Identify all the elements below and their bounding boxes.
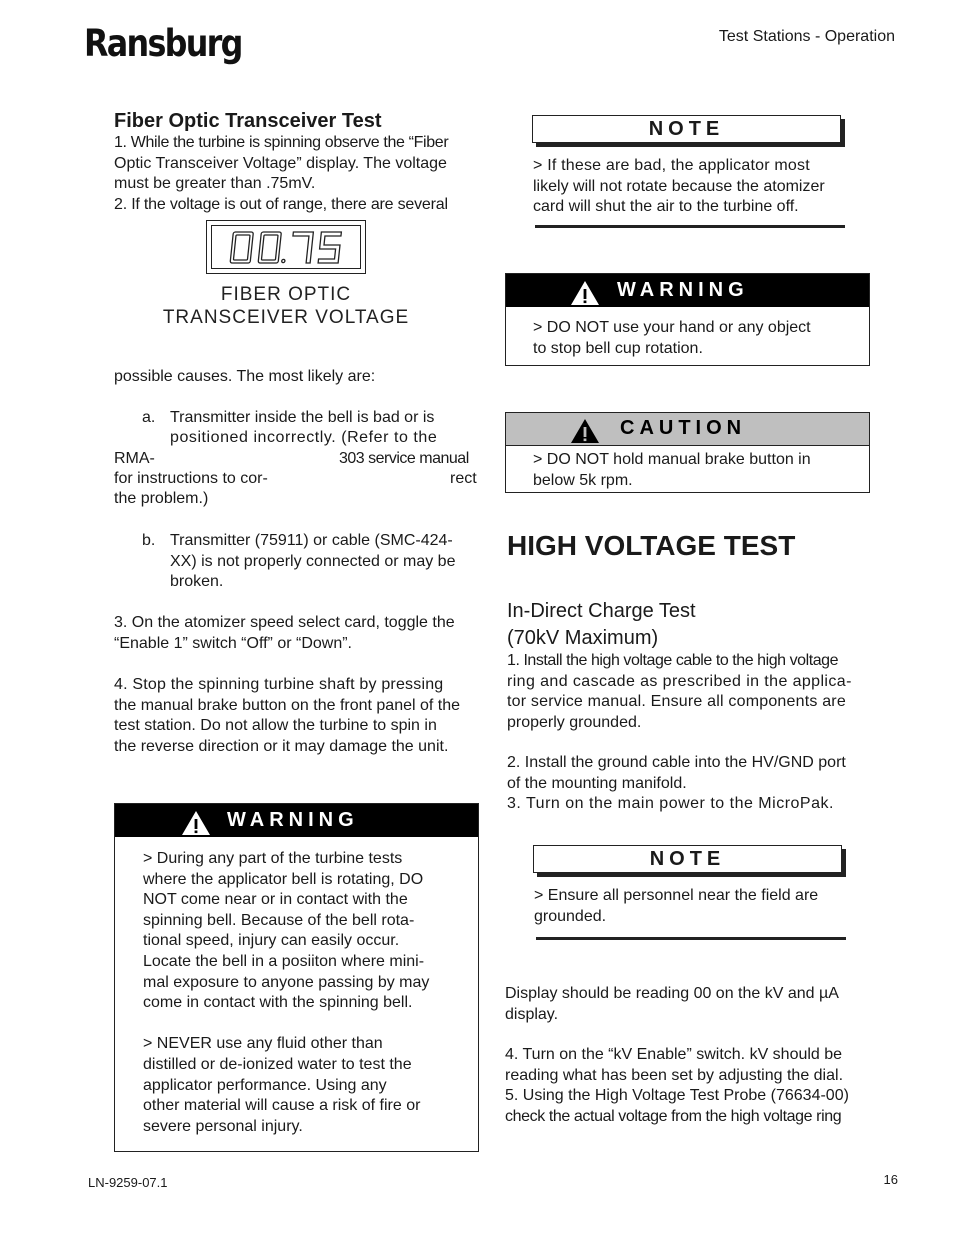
text-line: check the actual voltage from the high voltage ring (505, 1107, 842, 1125)
text-line: XX) is not properly connected or may be (170, 552, 456, 570)
note-1-rule (535, 225, 845, 228)
display-caption-line2: TRANSCEIVER VOLTAGE (162, 307, 410, 328)
text-line: 3. On the atomizer speed select card, toggle the (114, 614, 455, 631)
list-marker-a: a. (142, 409, 156, 426)
note-1-body (533, 156, 842, 218)
warning-triangle-icon (570, 280, 600, 306)
caution-box-brake (505, 412, 870, 493)
step-4-paragraph (114, 675, 480, 757)
warning-title-bar (115, 804, 478, 837)
item-b-text (170, 531, 480, 593)
section-header: Test Stations - Operation (718, 28, 895, 45)
warning-line: tional speed, injury can easily occur. (143, 932, 400, 950)
caution-triangle-icon (570, 418, 600, 444)
item-a-line1: Transmitter inside the bell is bad or is (170, 409, 435, 426)
text-line: reading what has been set by adjusting the dial. (505, 1066, 844, 1084)
indirect-charge-subtitle (507, 598, 696, 652)
text-line: Transmitter (75911) or cable (SMC-424- (170, 532, 453, 549)
warning-line: > NEVER use any fluid other than (143, 1035, 383, 1053)
step-1-paragraph (114, 133, 479, 215)
text-line: must be greater than .75mV. (114, 175, 316, 192)
warning-triangle-icon (181, 810, 211, 836)
caution-title-bar (506, 413, 869, 446)
item-a-rect: rect (450, 470, 477, 487)
item-a-instructions: for instructions to cor- (114, 470, 268, 487)
warning-line: other material will cause a risk of fire or (143, 1097, 421, 1115)
text-line: 1. While the turbine is spinning observe the “Fiber (114, 134, 449, 151)
warning-line: mal exposure to anyone passing by may (143, 973, 430, 991)
text-line: 5. Using the High Voltage Test Probe (76634-00) (505, 1087, 849, 1104)
text-line: > DO NOT use your hand or any object (533, 319, 811, 336)
warning-title-bar (506, 274, 869, 307)
text-line: card will shut the air to the turbine off. (533, 198, 799, 215)
warning-line: severe personal injury. (143, 1117, 303, 1135)
page-number: 16 (883, 1172, 898, 1187)
note-title: NOTE (648, 118, 725, 140)
display-reading-paragraph (505, 984, 873, 1025)
warning-line: spinning bell. Because of the bell rota- (143, 911, 415, 929)
brand-logo: Ransburg (84, 22, 242, 65)
warning-box-turbine (114, 803, 479, 1152)
item-a-manual: 303 service manual (339, 450, 469, 467)
text-line: 3. Turn on the main power to the MicroPak. (507, 795, 834, 812)
note-2-body (534, 886, 844, 927)
note-title-box-1 (532, 115, 841, 143)
text-line: > If these are bad, the applicator most (533, 157, 810, 174)
voltage-display-figure (206, 220, 366, 274)
note-title-box-2 (533, 845, 842, 873)
text-line: tor service manual. Ensure all components are (507, 693, 846, 710)
text-line: Display should be reading 00 on the kV and µA (505, 985, 839, 1002)
text-line: test station. Do not allow the turbine to spin in (114, 717, 437, 734)
note-2-rule (536, 937, 846, 940)
text-line: below 5k rpm. (533, 471, 633, 489)
text-line: the reverse direction or it may damage the unit. (114, 737, 449, 755)
fiber-optic-heading: Fiber Optic Transceiver Test (114, 110, 382, 132)
warning-line (143, 1014, 473, 1035)
document-number: LN-9259-07.1 (88, 1175, 168, 1190)
caution-body (533, 450, 863, 491)
text-line: > Ensure all personnel near the field are (534, 887, 819, 904)
text-line: likely will not rotate because the atomizer (533, 177, 825, 195)
warning-body (533, 318, 863, 359)
warning-title: WARNING (227, 809, 359, 831)
warning-line: applicator performance. Using any (143, 1076, 387, 1094)
subtitle-line1: In-Direct Charge Test (507, 600, 696, 622)
warning-title: WARNING (617, 279, 749, 301)
warning-line: NOT come near or in contact with the (143, 891, 408, 909)
display-caption (140, 283, 432, 329)
text-line: grounded. (534, 907, 607, 925)
warning-line: Locate the bell in a posiiton where mini- (143, 952, 425, 970)
seven-segment-digits (212, 226, 360, 268)
warning-body (143, 849, 473, 1137)
text-line: 2. Install the ground cable into the HV/GND port (507, 754, 846, 771)
warning-line: come in contact with the spinning bell. (143, 994, 413, 1012)
text-line: 4. Turn on the “kV Enable” switch. kV should be (505, 1046, 843, 1063)
item-a-line2: positioned incorrectly. (Refer to the (170, 429, 438, 446)
warning-box-bell-cup (505, 273, 870, 366)
warning-line: where the applicator bell is rotating, DO (143, 870, 424, 888)
high-voltage-title: HIGH VOLTAGE TEST (507, 530, 796, 561)
hv-step-2-paragraph (507, 753, 873, 815)
text-line: the manual brake button on the front panel of the (114, 696, 461, 714)
text-line: display. (505, 1005, 559, 1023)
text-line: properly grounded. (507, 713, 642, 731)
step-3-paragraph (114, 613, 480, 654)
warning-line: distilled or de-ionized water to test the (143, 1055, 412, 1073)
item-a-end: the problem.) (114, 490, 209, 507)
text-line: 4. Stop the spinning turbine shaft by pressing (114, 676, 444, 693)
display-caption-line1: FIBER OPTIC (220, 284, 352, 305)
caution-title: CAUTION (620, 417, 747, 439)
subtitle-line2: (70kV Maximum) (507, 627, 659, 649)
text-line: 1. Install the high voltage cable to the high voltage (507, 652, 839, 669)
warning-line: > During any part of the turbine tests (143, 850, 403, 867)
display-inner-frame (211, 225, 361, 269)
note-title: NOTE (649, 848, 726, 870)
text-line: broken. (170, 573, 224, 590)
text-line: > DO NOT hold manual brake button in (533, 451, 811, 468)
item-a-rma: RMA- (114, 450, 155, 467)
text-line: to stop bell cup rotation. (533, 339, 703, 357)
text-line: “Enable 1” switch “Off” or “Down”. (114, 634, 352, 652)
hv-step-1-paragraph (507, 651, 872, 733)
text-line: ring and cascade as prescribed in the applica- (507, 672, 852, 690)
text-line: of the mounting manifold. (507, 774, 687, 792)
text-line: Optic Transceiver Voltage” display. The voltage (114, 154, 447, 172)
list-marker-b: b. (142, 532, 156, 549)
possible-causes-text: possible causes. The most likely are: (114, 368, 376, 385)
hv-step-4-5-paragraph (505, 1045, 873, 1127)
text-line: 2. If the voltage is out of range, there are several (114, 195, 448, 213)
